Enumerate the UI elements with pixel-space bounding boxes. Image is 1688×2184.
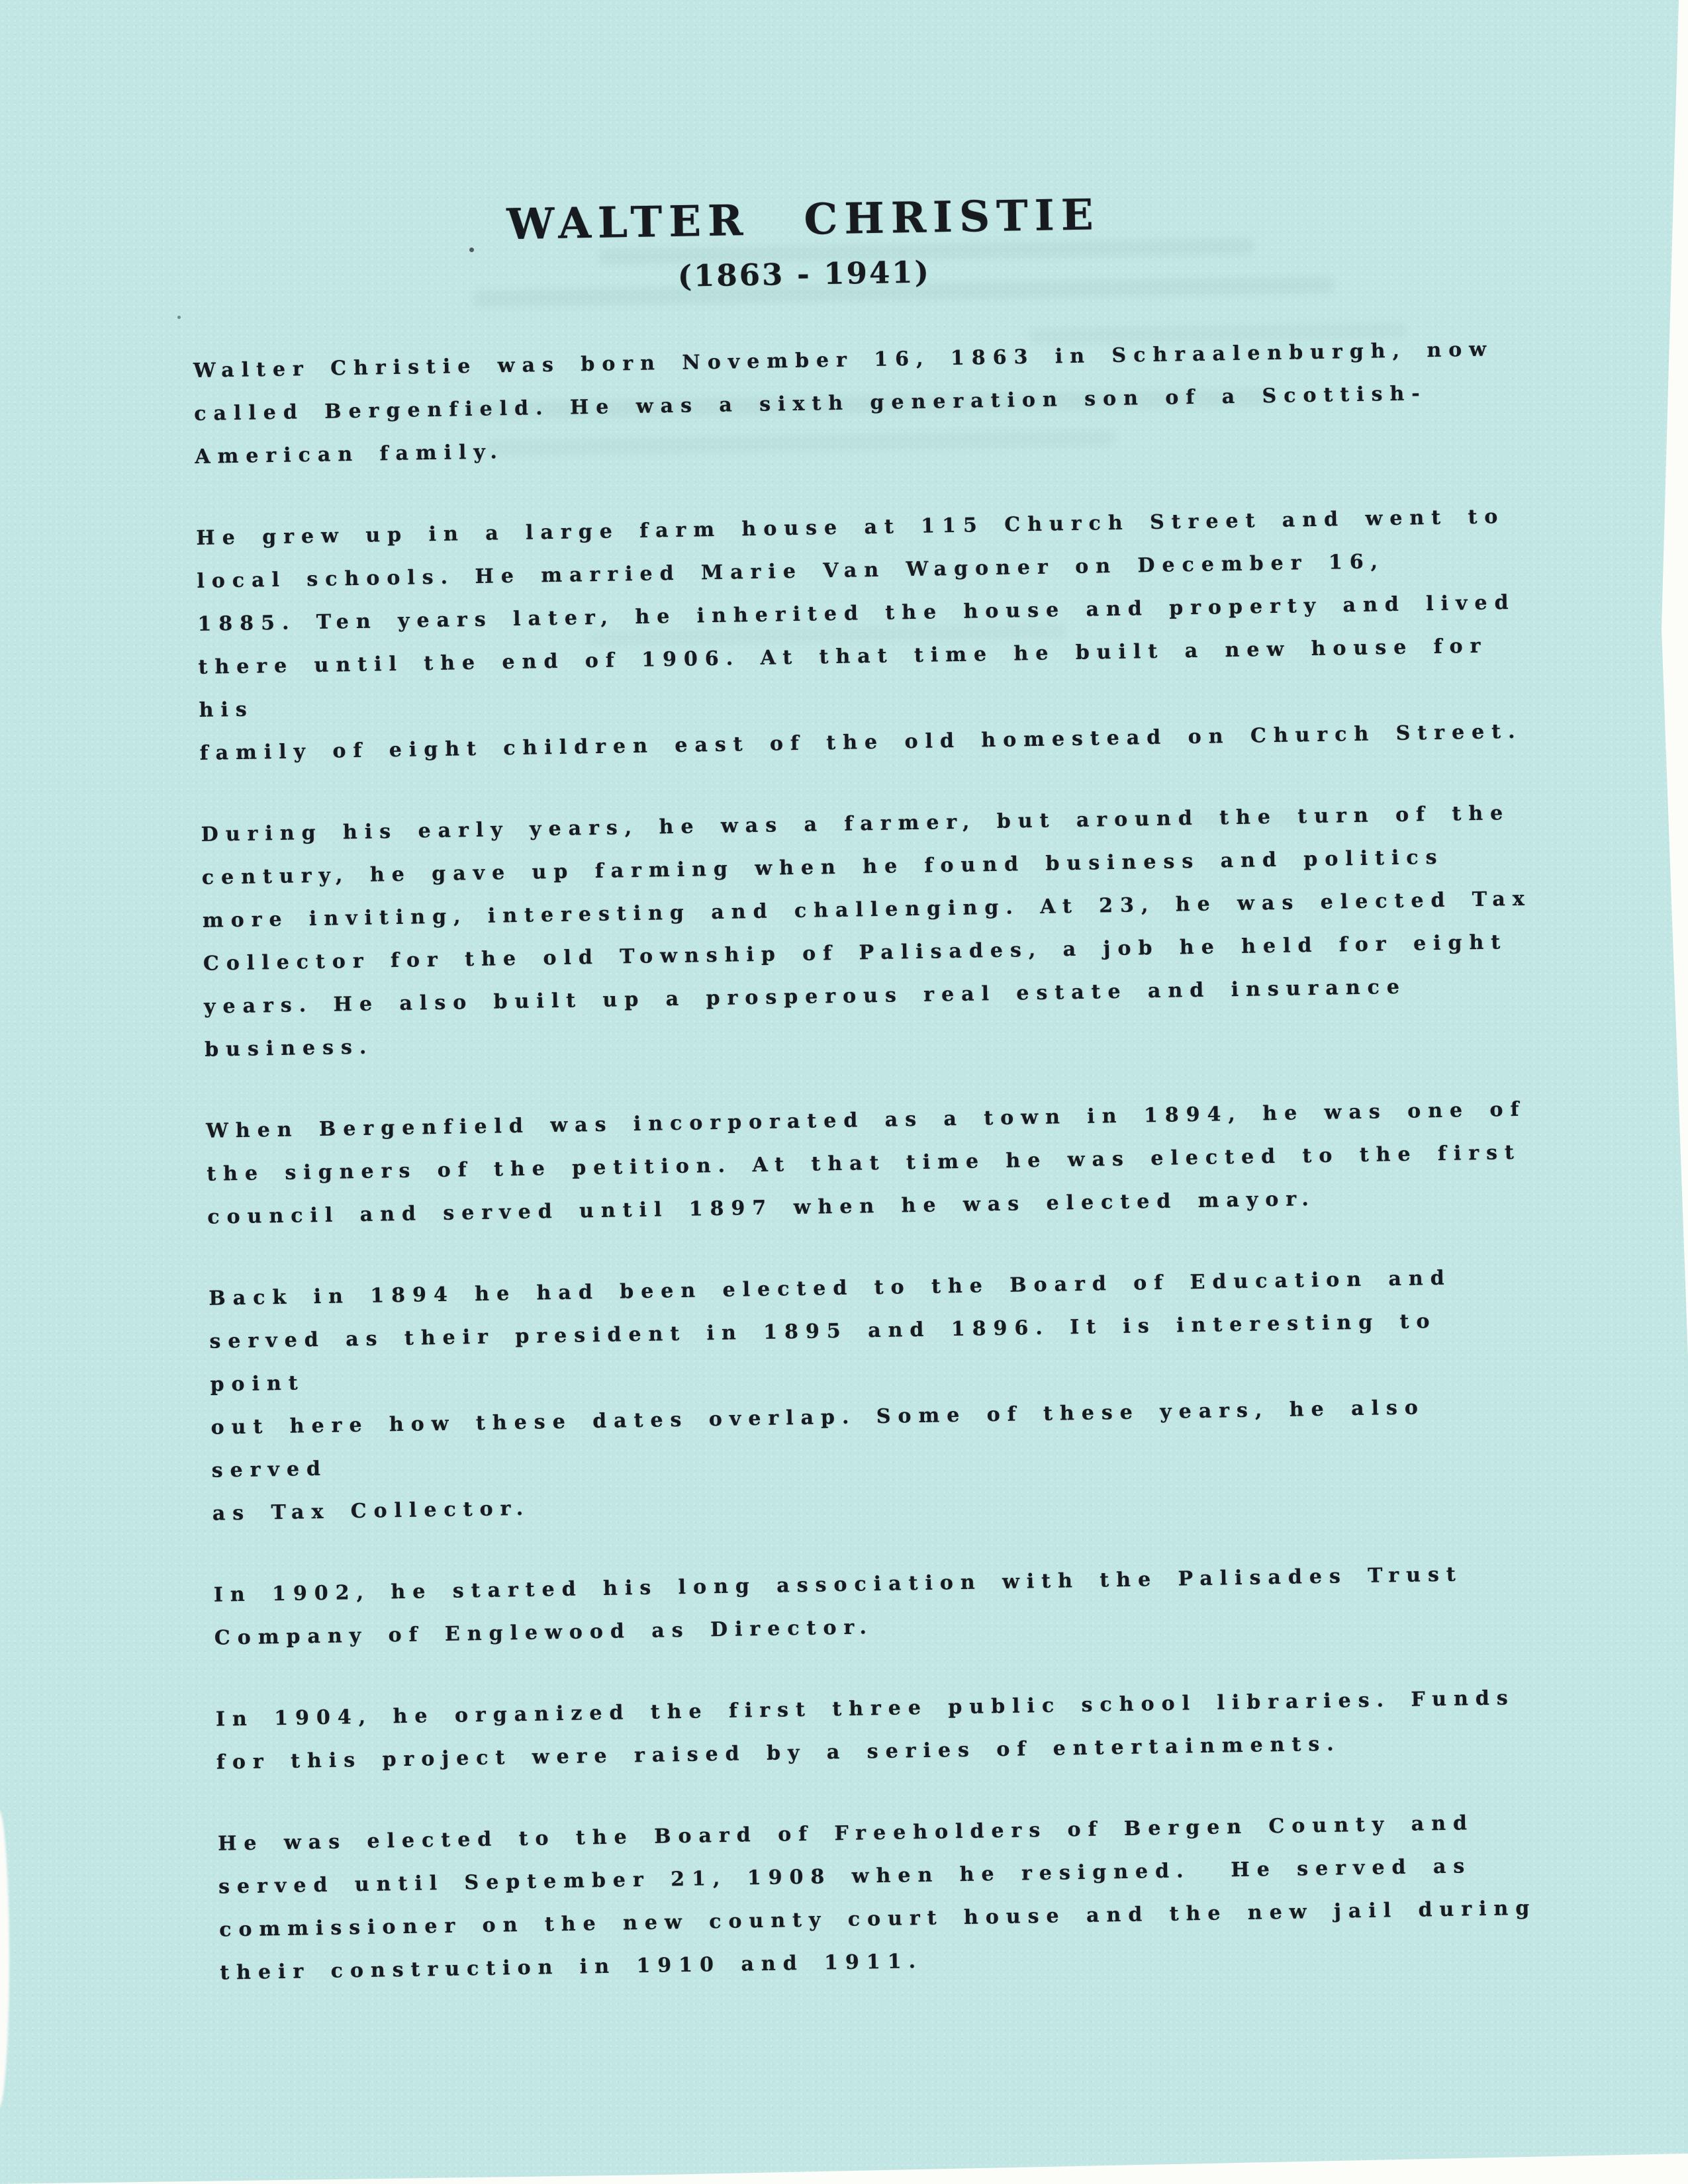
paragraph-tax-collector: During his early years, he was a farmer, but around the turn of the century, he gave up farming when he found business and politics more inviting, interesting and challenging. At 23, he was elected Tax Collector for the old Township of Palisades, a job he held for eight years. He also built up a prosperous real estate and insurance business. — [201, 801, 1532, 1062]
paragraph-birth: Walter Christie was born November 16, 1863 in Schraalenburgh, now called Bergenfield. He was a sixth generation son of a Scottish- American family. — [193, 338, 1494, 469]
paragraph-farm-house: He grew up in a large farm house at 115 Church Street and went to local schools. He married Marie Van Wagoner on December 16, 1885. Ten years later, he inherited the house and property and lived there until the end of 1906. At that time he built a new house for his family of eight children east of the old homestead on Church Street. — [196, 505, 1523, 765]
document-subtitle: (1863 - 1941) — [677, 254, 931, 294]
paragraph-palisades-trust: In 1902, he started his long association with the Palisades Trust Company of Englewood as Director. — [213, 1563, 1464, 1650]
paragraph-incorporation: When Bergenfield was incorporated as a town in 1894, he was one of the signers of the petition. At that time he was elected to the first council and served until 1897 when he was elected mayor. — [205, 1097, 1526, 1229]
paragraph-school-libraries: In 1904, he organized the first three public school libraries. Funds for this project were raised by a series of entertainments. — [215, 1686, 1515, 1774]
paragraph-board-of-education: Back in 1894 he had been elected to the Board of Education and served as their president in 1895 and 1896. It is interesting to point out here how these dates overlap. Some of these years, he also served as Tax Collector. — [209, 1266, 1458, 1525]
paragraph-freeholders: He was elected to the Board of Freeholders of Bergen County and served until September 21, 1908 when he resigned. He served as commissioner on the new county court house and the new jail during their construction in 1910 and 1911. — [217, 1811, 1537, 1985]
document-title: WALTER CHRISTIE — [506, 190, 1101, 250]
ink-speck — [177, 316, 181, 319]
document-content — [191, 183, 1558, 2033]
